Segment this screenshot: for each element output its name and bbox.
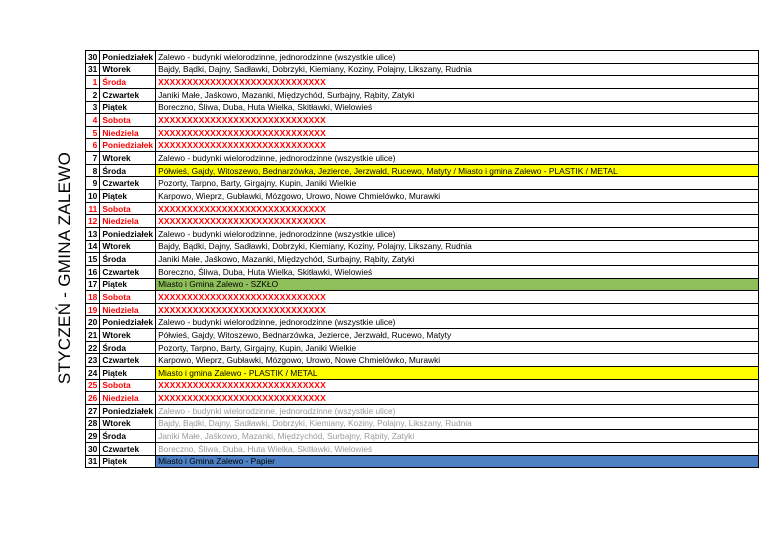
weekday-cell: Niedziela: [100, 303, 156, 316]
pickup-area-cell: Miasto i Gmina Zalewo - SZKŁO: [156, 278, 759, 291]
weekday-cell: Czwartek: [100, 88, 156, 101]
table-row: [86, 114, 759, 127]
table-row: [86, 76, 759, 89]
weekday-cell: Czwartek: [100, 442, 156, 455]
pickup-area-cell: XXXXXXXXXXXXXXXXXXXXXXXXXXXXX: [156, 392, 759, 405]
day-number-cell: 18: [86, 291, 100, 304]
table-row: [86, 404, 759, 417]
day-number-cell: 20: [86, 316, 100, 329]
table-row: [86, 341, 759, 354]
day-number-cell: 29: [86, 430, 100, 443]
pickup-area-cell: Boreczno, Śliwa, Duba, Huta Wielka, Skitławki, Wielowieś: [156, 265, 759, 278]
weekday-cell: Niedziela: [100, 215, 156, 228]
weekday-cell: Wtorek: [100, 63, 156, 76]
day-number-cell: 23: [86, 354, 100, 367]
pickup-area-cell: Miasto i gmina Zalewo - PLASTIK / METAL: [156, 367, 759, 380]
weekday-cell: Wtorek: [100, 417, 156, 430]
weekday-cell: Środa: [100, 76, 156, 89]
day-number-cell: 14: [86, 240, 100, 253]
table-row: [86, 190, 759, 203]
day-number-cell: 25: [86, 379, 100, 392]
pickup-area-cell: XXXXXXXXXXXXXXXXXXXXXXXXXXXXX: [156, 291, 759, 304]
weekday-cell: Piątek: [100, 367, 156, 380]
day-number-cell: 30: [86, 51, 100, 64]
weekday-cell: Czwartek: [100, 265, 156, 278]
pickup-area-cell: Zalewo - budynki wielorodzinne, jednorodzinne (wszystkie ulice): [156, 152, 759, 165]
month-title: [52, 50, 78, 486]
day-number-cell: 5: [86, 126, 100, 139]
pickup-area-cell: Zalewo - budynki wielorodzinne, jednorodzinne (wszystkie ulice): [156, 316, 759, 329]
pickup-area-cell: XXXXXXXXXXXXXXXXXXXXXXXXXXXXX: [156, 303, 759, 316]
day-number-cell: 6: [86, 139, 100, 152]
month-title-text: STYCZEŃ - GMINA ZALEWO: [55, 151, 74, 385]
table-row: [86, 164, 759, 177]
day-number-cell: 13: [86, 227, 100, 240]
pickup-area-cell: XXXXXXXXXXXXXXXXXXXXXXXXXXXXX: [156, 126, 759, 139]
pickup-area-cell: Zalewo - budynki wielorodzinne, jednorodzinne (wszystkie ulice): [156, 404, 759, 417]
pickup-area-cell: Bajdy, Bądki, Dajny, Sadławki, Dobrzyki, Kiemiany, Koziny, Polajny, Likszany, Rudnia: [156, 63, 759, 76]
day-number-cell: 26: [86, 392, 100, 405]
pickup-area-cell: XXXXXXXXXXXXXXXXXXXXXXXXXXXXX: [156, 215, 759, 228]
day-number-cell: 31: [86, 455, 100, 468]
pickup-area-cell: XXXXXXXXXXXXXXXXXXXXXXXXXXXXX: [156, 202, 759, 215]
weekday-cell: Środa: [100, 164, 156, 177]
table-row: [86, 265, 759, 278]
weekday-cell: Środa: [100, 253, 156, 266]
pickup-area-cell: XXXXXXXXXXXXXXXXXXXXXXXXXXXXX: [156, 114, 759, 127]
table-row: [86, 126, 759, 139]
table-row: [86, 417, 759, 430]
table-row: [86, 392, 759, 405]
weekday-cell: Poniedziałek: [100, 404, 156, 417]
table-row: [86, 379, 759, 392]
pickup-area-cell: Bajdy, Bądki, Dajny, Sadławki, Dobrzyki, Kiemiany, Koziny, Polajny, Likszany, Rudnia: [156, 240, 759, 253]
day-number-cell: 11: [86, 202, 100, 215]
pickup-area-cell: Miasto i Gmina Zalewo - Papier: [156, 455, 759, 468]
table-row: [86, 367, 759, 380]
table-row: [86, 354, 759, 367]
table-row: [86, 51, 759, 64]
table-row: [86, 430, 759, 443]
day-number-cell: 12: [86, 215, 100, 228]
pickup-area-cell: Pozorty, Tarpno, Barty, Girgajny, Kupin, Janiki Wielkie: [156, 341, 759, 354]
pickup-area-cell: Bajdy, Bądki, Dajny, Sadławki, Dobrzyki, Kiemiany, Koziny, Polajny, Likszany, Rudnia: [156, 417, 759, 430]
table-row: [86, 152, 759, 165]
schedule-table: [85, 50, 759, 468]
weekday-cell: Środa: [100, 430, 156, 443]
pickup-area-cell: Janiki Małe, Jaśkowo, Mazanki, Międzychód, Surbajny, Rąbity, Zatyki: [156, 88, 759, 101]
weekday-cell: Niedziela: [100, 392, 156, 405]
table-row: [86, 442, 759, 455]
weekday-cell: Poniedziałek: [100, 139, 156, 152]
weekday-cell: Czwartek: [100, 177, 156, 190]
pickup-area-cell: Pozorty, Tarpno, Barty, Girgajny, Kupin, Janiki Wielkie: [156, 177, 759, 190]
day-number-cell: 7: [86, 152, 100, 165]
day-number-cell: 17: [86, 278, 100, 291]
pickup-area-cell: Janiki Małe, Jaśkowo, Mazanki, Międzychód, Surbajny, Rąbity, Zatyki: [156, 253, 759, 266]
table-row: [86, 215, 759, 228]
day-number-cell: 2: [86, 88, 100, 101]
pickup-area-cell: XXXXXXXXXXXXXXXXXXXXXXXXXXXXX: [156, 379, 759, 392]
day-number-cell: 24: [86, 367, 100, 380]
weekday-cell: Sobota: [100, 379, 156, 392]
day-number-cell: 3: [86, 101, 100, 114]
table-row: [86, 253, 759, 266]
weekday-cell: Środa: [100, 341, 156, 354]
day-number-cell: 10: [86, 190, 100, 203]
table-row: [86, 455, 759, 468]
table-row: [86, 316, 759, 329]
pickup-area-cell: Półwieś, Gajdy, Witoszewo, Bednarzówka, Jezierce, Jerzwałd, Rucewo, Matyty / Miasto i gmina Zalewo - PLASTIK / METAL: [156, 164, 759, 177]
pickup-area-cell: Boreczno, Śliwa, Duba, Huta Wielka, Skitławki, Wielowieś: [156, 442, 759, 455]
table-row: [86, 177, 759, 190]
weekday-cell: Wtorek: [100, 240, 156, 253]
table-row: [86, 139, 759, 152]
day-number-cell: 21: [86, 329, 100, 342]
weekday-cell: Sobota: [100, 114, 156, 127]
table-row: [86, 291, 759, 304]
weekday-cell: Poniedziałek: [100, 316, 156, 329]
day-number-cell: 9: [86, 177, 100, 190]
schedule-rows: [86, 51, 759, 468]
table-row: [86, 227, 759, 240]
table-row: [86, 278, 759, 291]
day-number-cell: 22: [86, 341, 100, 354]
pickup-area-cell: XXXXXXXXXXXXXXXXXXXXXXXXXXXXX: [156, 76, 759, 89]
weekday-cell: Sobota: [100, 291, 156, 304]
table-row: [86, 240, 759, 253]
table-row: [86, 88, 759, 101]
pickup-area-cell: XXXXXXXXXXXXXXXXXXXXXXXXXXXXX: [156, 139, 759, 152]
day-number-cell: 30: [86, 442, 100, 455]
weekday-cell: Czwartek: [100, 354, 156, 367]
weekday-cell: Piątek: [100, 278, 156, 291]
day-number-cell: 15: [86, 253, 100, 266]
pickup-area-cell: Janiki Małe, Jaśkowo, Mazanki, Międzychód, Surbajny, Rąbity, Zatyki: [156, 430, 759, 443]
table-row: [86, 63, 759, 76]
day-number-cell: 1: [86, 76, 100, 89]
day-number-cell: 28: [86, 417, 100, 430]
table-row: [86, 329, 759, 342]
table-row: [86, 303, 759, 316]
day-number-cell: 16: [86, 265, 100, 278]
pickup-area-cell: Karpowo, Wieprz, Gubławki, Mózgowo, Urowo, Nowe Chmielówko, Murawki: [156, 354, 759, 367]
day-number-cell: 31: [86, 63, 100, 76]
weekday-cell: Piątek: [100, 455, 156, 468]
weekday-cell: Poniedziałek: [100, 227, 156, 240]
pickup-area-cell: Półwieś, Gajdy, Witoszewo, Bednarzówka, Jezierce, Jerzwałd, Rucewo, Matyty: [156, 329, 759, 342]
weekday-cell: Piątek: [100, 101, 156, 114]
weekday-cell: Wtorek: [100, 152, 156, 165]
pickup-area-cell: Zalewo - budynki wielorodzinne, jednorodzinne (wszystkie ulice): [156, 227, 759, 240]
weekday-cell: Piątek: [100, 190, 156, 203]
pickup-area-cell: Karpowo, Wieprz, Gubławki, Mózgowo, Urowo, Nowe Chmielówko, Murawki: [156, 190, 759, 203]
weekday-cell: Niedziela: [100, 126, 156, 139]
pickup-area-cell: Boreczno, Śliwa, Duba, Huta Wielka, Skitławki, Wielowieś: [156, 101, 759, 114]
day-number-cell: 4: [86, 114, 100, 127]
table-row: [86, 202, 759, 215]
weekday-cell: Wtorek: [100, 329, 156, 342]
weekday-cell: Sobota: [100, 202, 156, 215]
day-number-cell: 19: [86, 303, 100, 316]
pickup-area-cell: Zalewo - budynki wielorodzinne, jednorodzinne (wszystkie ulice): [156, 51, 759, 64]
weekday-cell: Poniedziałek: [100, 51, 156, 64]
day-number-cell: 8: [86, 164, 100, 177]
day-number-cell: 27: [86, 404, 100, 417]
table-row: [86, 101, 759, 114]
